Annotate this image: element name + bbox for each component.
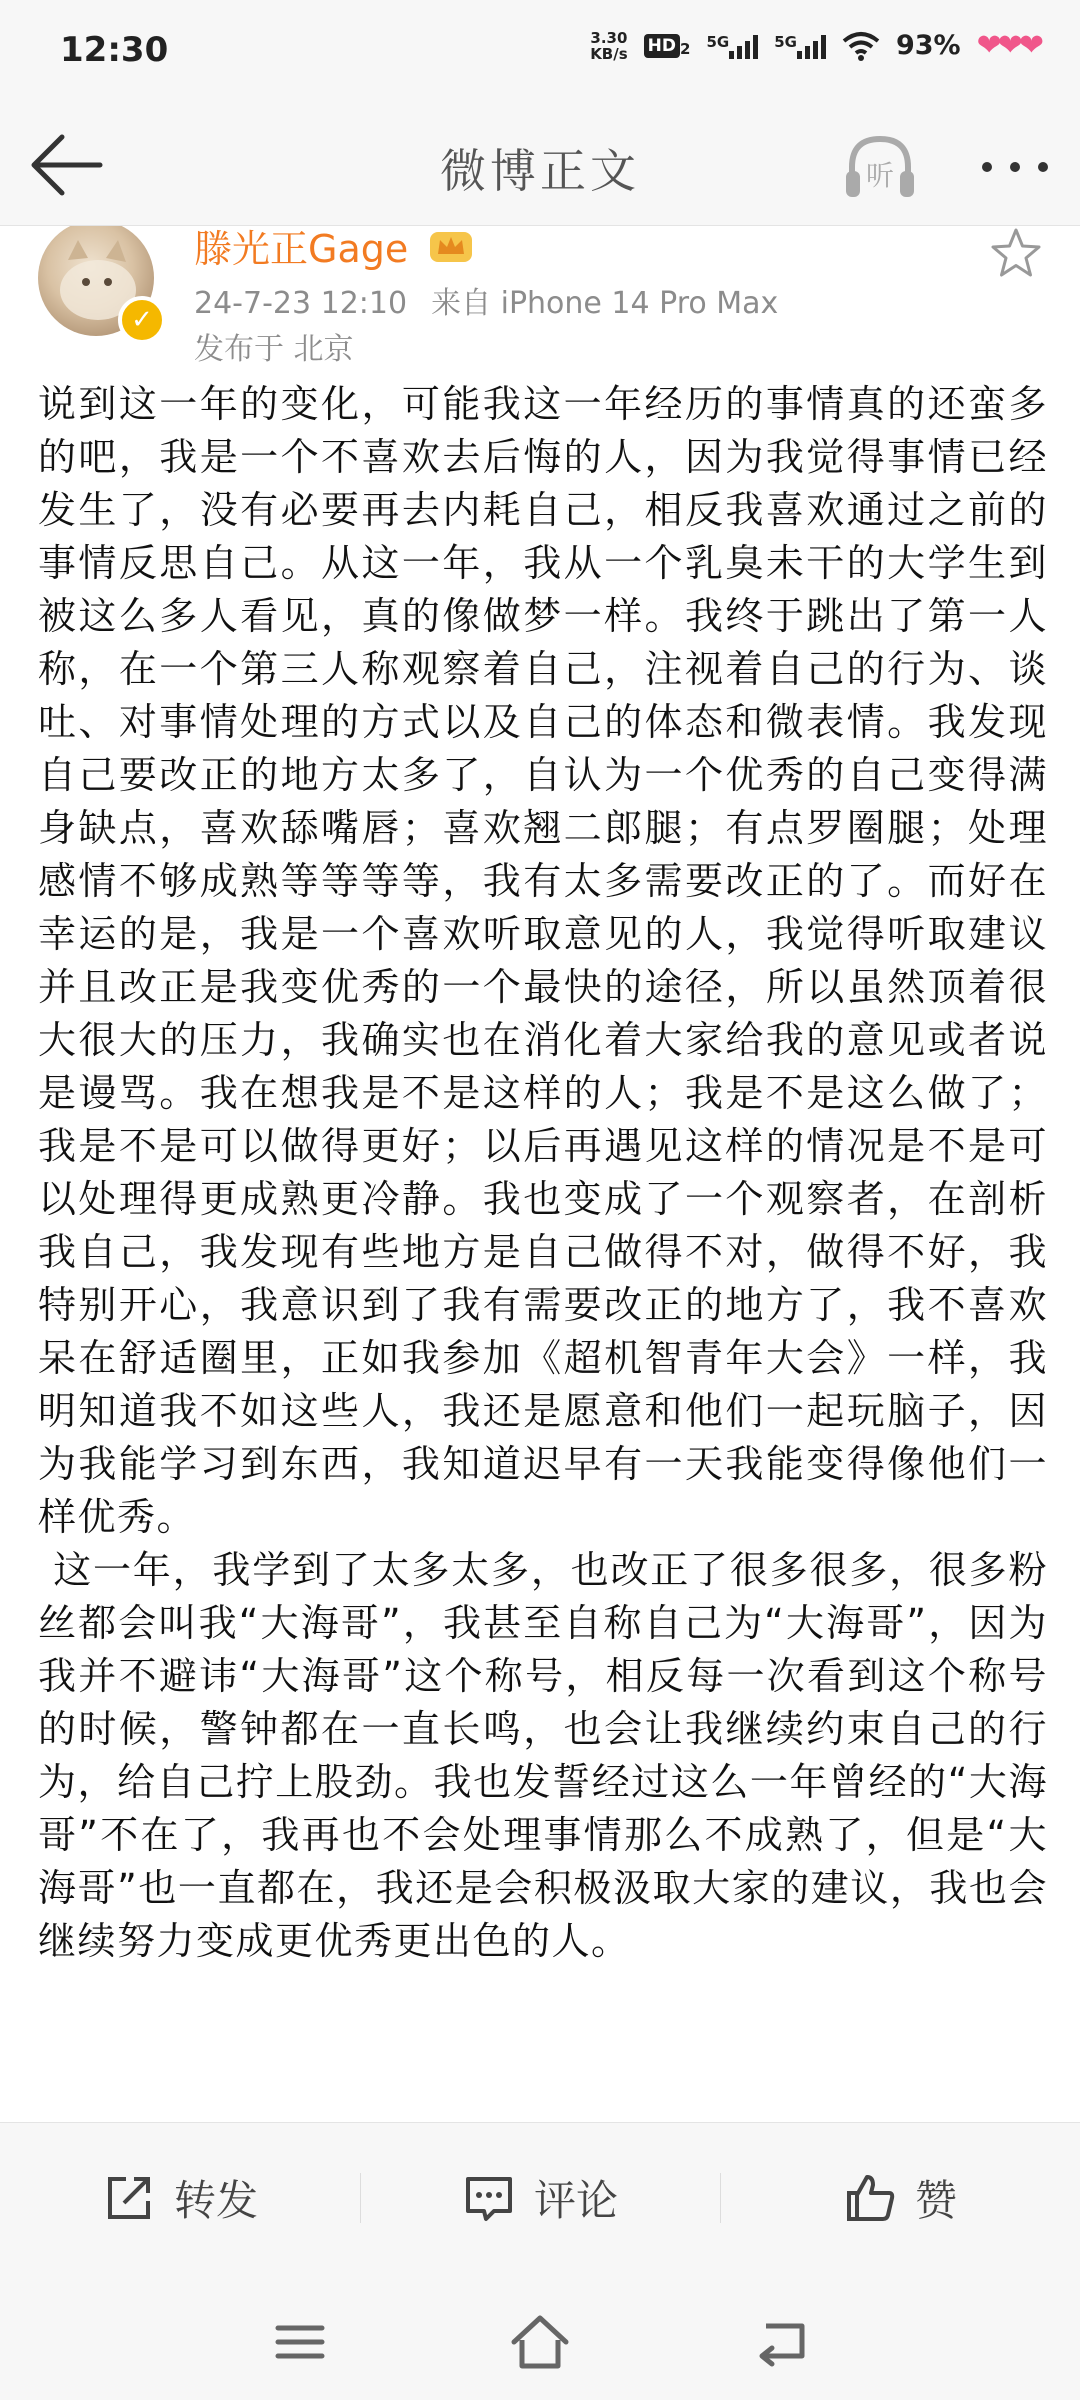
comment-button[interactable] [360, 2123, 720, 2273]
page-title: 微博正文 [440, 144, 640, 198]
back-icon[interactable] [750, 2310, 814, 2374]
comment-icon [462, 2171, 516, 2225]
star-icon[interactable] [988, 226, 1044, 282]
headphones-icon [840, 127, 920, 207]
net-speed: 3.30 KB/s [590, 28, 628, 63]
post-date: 24-7-23 12:10 [194, 286, 408, 321]
repost-button[interactable] [0, 2123, 360, 2273]
menu-icon[interactable] [268, 2310, 332, 2374]
author-name[interactable]: 滕光正Gage [194, 227, 409, 271]
home-icon[interactable] [508, 2310, 572, 2374]
listen-button[interactable] [840, 127, 920, 207]
wifi-icon [842, 31, 880, 61]
verified-badge-icon: ✓ [118, 296, 166, 344]
post-paragraph: 说到这一年的变化，可能我这一年经历的事情真的还蛮多的吧，我是一个不喜欢去后悔的人，因为我觉得事情已经发生了，没有必要再去内耗自己，相反我喜欢通过之前的事情反思自己。从这一年，我从一个乳臭未干的大学生到被这么多人看见，真的像做梦一样。我终于跳出了第一人称，在一个第三人称观察着自己，注视着自己的行为、谈吐、对事情处理的方式以及自己的体态和微表情。我发现自己要改正的地方太多了，自认为一个优秀的自己变得满身缺点，喜欢舔嘴唇；喜欢翘二郎腿；有点罗圈腿；处理感情不够成熟等等等等，我有太多需要改正的了。而好在幸运的是，我是一个喜欢听取意见的人，我觉得听取建议并且改正是我变优秀的一个最快的途径，所以虽然顶着很大很大的压力，我确实也在消化着大家给我的意见或者说是谩骂。我在想我是不是这样的人；我是不是这么做了；我是不是可以做得更好；以后再遇见这样的情况是不是可以处理得更成熟更冷静。我也变成了一个观察者，在剖析我自己，我发现有些地方是自己做得不对，做得不好，我特别开心，我意识到了我有需要改正的地方了，我不喜欢呆在舒适圈里，正如我参加《超机智青年大会》一样，我明知道我不如这些人，我还是愿意和他们一起玩脑子，因为我能学习到东西，我知道迟早有一天我能变得像他们一样优秀。 [38, 382, 1048, 1539]
more-dots-icon[interactable] [975, 137, 1055, 197]
svg-text:听: 听 [865, 159, 895, 192]
like-button[interactable] [720, 2123, 1080, 2273]
status-bar [0, 0, 1080, 105]
system-nav-bar [0, 2282, 1080, 2400]
post-body [38, 378, 1048, 1968]
post-paragraph: 这一年，我学到了太多太多，也改正了很多很多，很多粉丝都会叫我“大海哥”，我甚至自称自己为“大海哥”，因为我并不避讳“大海哥”这个称号，相反每一次看到这个称号的时候，警钟都在一直长鸣，也会让我继续约束自己的行为，给自己拧上股劲。我也发誓经过这么一年曾经的“大海哥”不在了，我再也不会处理事情那么不成熟了，但是“大海哥”也一直都在，我还是会积极汲取大家的建议，我也会继续努力变成更优秀更出色的人。 [38, 1548, 1048, 1963]
post-location: 发布于 北京 [194, 332, 354, 367]
battery-level: 93% [895, 30, 961, 61]
like-label: 赞 [914, 2176, 957, 2225]
repost-label: 转发 [173, 2176, 258, 2225]
thumbs-up-icon [843, 2171, 897, 2225]
status-icons [590, 28, 1040, 63]
status-time: 12:30 [60, 30, 169, 70]
post-source: 来自 iPhone 14 Pro Max [431, 286, 779, 321]
action-bar [0, 2122, 1080, 2283]
hd-icon: HD 2 [644, 34, 691, 58]
post-meta [194, 278, 802, 322]
signal-icon-2: 5G [774, 33, 826, 59]
post-header [0, 226, 1080, 376]
signal-icon-1: 5G [706, 33, 758, 59]
share-icon [102, 2171, 156, 2225]
vip-crown-icon[interactable] [428, 226, 474, 266]
heart-icons: ❤❤❤ [976, 28, 1040, 63]
nav-bar [0, 105, 1080, 226]
comment-label: 评论 [533, 2176, 618, 2225]
